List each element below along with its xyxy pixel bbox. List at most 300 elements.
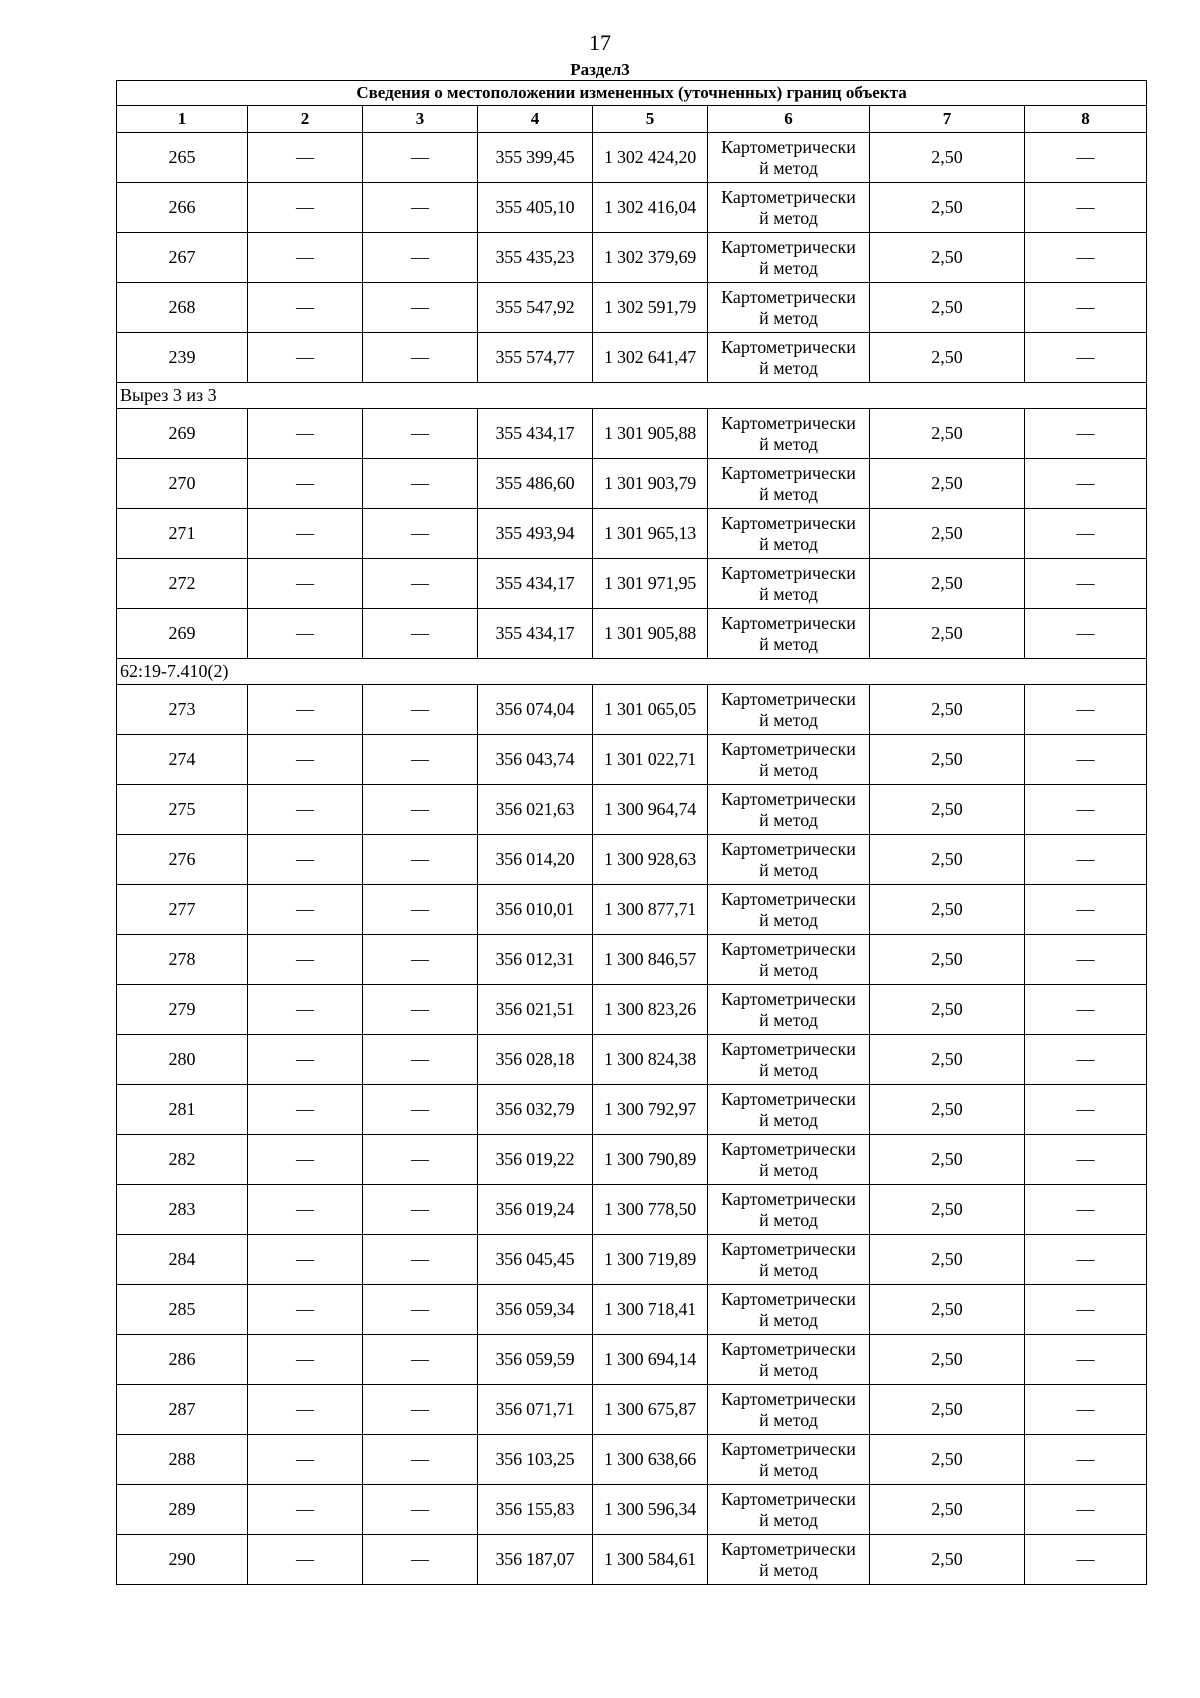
table-row — [117, 459, 1147, 509]
old-y-cell: — — [363, 1335, 478, 1385]
new-x-cell: 355 574,77 — [478, 333, 593, 383]
table-body — [117, 133, 1147, 1585]
description-cell: — — [1025, 233, 1147, 283]
table-row — [117, 509, 1147, 559]
description-cell: — — [1025, 1385, 1147, 1435]
method-text-line1: Картометрически — [721, 236, 856, 257]
method-text-line2: й метод — [759, 859, 818, 880]
table-row — [117, 735, 1147, 785]
new-y-cell: 1 301 022,71 — [593, 735, 708, 785]
method-text-line2: й метод — [759, 257, 818, 278]
description-cell: — — [1025, 1485, 1147, 1535]
method-cell — [708, 133, 870, 183]
point-number-cell: 290 — [117, 1535, 248, 1585]
table-row — [117, 1135, 1147, 1185]
accuracy-cell: 2,50 — [870, 985, 1025, 1035]
method-cell — [708, 835, 870, 885]
new-y-cell: 1 300 877,71 — [593, 885, 708, 935]
old-y-cell: — — [363, 609, 478, 659]
old-y-cell: — — [363, 1185, 478, 1235]
table-row — [117, 1485, 1147, 1535]
point-number-cell: 266 — [117, 183, 248, 233]
old-x-cell: — — [248, 835, 363, 885]
method-text-line1: Картометрически — [721, 336, 856, 357]
description-cell: — — [1025, 609, 1147, 659]
table-row — [117, 1285, 1147, 1335]
old-y-cell: — — [363, 685, 478, 735]
description-cell: — — [1025, 459, 1147, 509]
accuracy-cell: 2,50 — [870, 1235, 1025, 1285]
new-x-cell: 356 071,71 — [478, 1385, 593, 1435]
method-text-line2: й метод — [759, 207, 818, 228]
column-header: 3 — [363, 106, 478, 133]
new-y-cell: 1 300 846,57 — [593, 935, 708, 985]
point-number-cell: 278 — [117, 935, 248, 985]
column-header: 8 — [1025, 106, 1147, 133]
accuracy-cell: 2,50 — [870, 183, 1025, 233]
old-y-cell: — — [363, 459, 478, 509]
method-text-line2: й метод — [759, 959, 818, 980]
table-row — [117, 1435, 1147, 1485]
new-x-cell: 355 486,60 — [478, 459, 593, 509]
point-number-cell: 272 — [117, 559, 248, 609]
method-cell — [708, 1085, 870, 1135]
table-row — [117, 1235, 1147, 1285]
method-cell — [708, 233, 870, 283]
column-header: 1 — [117, 106, 248, 133]
method-text-line2: й метод — [759, 1009, 818, 1030]
accuracy-cell: 2,50 — [870, 233, 1025, 283]
point-number-cell: 285 — [117, 1285, 248, 1335]
new-x-cell: 356 021,51 — [478, 985, 593, 1035]
description-cell: — — [1025, 1235, 1147, 1285]
description-cell: — — [1025, 133, 1147, 183]
old-x-cell: — — [248, 885, 363, 935]
method-text-line2: й метод — [759, 1409, 818, 1430]
accuracy-cell: 2,50 — [870, 1535, 1025, 1585]
method-cell — [708, 1435, 870, 1485]
accuracy-cell: 2,50 — [870, 1035, 1025, 1085]
new-x-cell: 356 032,79 — [478, 1085, 593, 1135]
description-cell: — — [1025, 1335, 1147, 1385]
table-row — [117, 1535, 1147, 1585]
description-cell: — — [1025, 1535, 1147, 1585]
method-text-line2: й метод — [759, 1209, 818, 1230]
method-cell — [708, 509, 870, 559]
method-text-line1: Картометрически — [721, 1388, 856, 1409]
table-row — [117, 283, 1147, 333]
new-y-cell: 1 300 792,97 — [593, 1085, 708, 1135]
description-cell: — — [1025, 1185, 1147, 1235]
old-x-cell: — — [248, 333, 363, 383]
method-text-line1: Картометрически — [721, 286, 856, 307]
old-y-cell: — — [363, 1285, 478, 1335]
table-row — [117, 559, 1147, 609]
table-row — [117, 985, 1147, 1035]
new-y-cell: 1 300 790,89 — [593, 1135, 708, 1185]
method-text-line2: й метод — [759, 709, 818, 730]
method-cell — [708, 459, 870, 509]
new-y-cell: 1 300 778,50 — [593, 1185, 708, 1235]
new-x-cell: 356 028,18 — [478, 1035, 593, 1085]
method-text-line2: й метод — [759, 357, 818, 378]
old-y-cell: — — [363, 1385, 478, 1435]
table-row — [117, 609, 1147, 659]
table-row — [117, 1385, 1147, 1435]
old-x-cell: — — [248, 735, 363, 785]
method-cell — [708, 985, 870, 1035]
old-x-cell: — — [248, 1485, 363, 1535]
point-number-cell: 273 — [117, 685, 248, 735]
method-cell — [708, 1135, 870, 1185]
table-row — [117, 1035, 1147, 1085]
old-x-cell: — — [248, 1285, 363, 1335]
method-text-line2: й метод — [759, 1259, 818, 1280]
method-text-line2: й метод — [759, 633, 818, 654]
method-text-line1: Картометрически — [721, 1138, 856, 1159]
new-y-cell: 1 302 379,69 — [593, 233, 708, 283]
point-number-cell: 286 — [117, 1335, 248, 1385]
accuracy-cell: 2,50 — [870, 1385, 1025, 1435]
group-header-row — [117, 659, 1147, 685]
old-x-cell: — — [248, 785, 363, 835]
old-y-cell: — — [363, 559, 478, 609]
method-text-line2: й метод — [759, 533, 818, 554]
point-number-cell: 271 — [117, 509, 248, 559]
method-cell — [708, 559, 870, 609]
old-y-cell: — — [363, 1085, 478, 1135]
new-x-cell: 356 074,04 — [478, 685, 593, 735]
new-y-cell: 1 300 719,89 — [593, 1235, 708, 1285]
new-y-cell: 1 301 971,95 — [593, 559, 708, 609]
method-cell — [708, 283, 870, 333]
table-row — [117, 785, 1147, 835]
description-cell: — — [1025, 1285, 1147, 1335]
accuracy-cell: 2,50 — [870, 1485, 1025, 1535]
point-number-cell: 276 — [117, 835, 248, 885]
old-y-cell: — — [363, 835, 478, 885]
new-x-cell: 355 399,45 — [478, 133, 593, 183]
method-text-line2: й метод — [759, 1459, 818, 1480]
method-text-line2: й метод — [759, 307, 818, 328]
method-text-line2: й метод — [759, 1159, 818, 1180]
column-header: 5 — [593, 106, 708, 133]
accuracy-cell: 2,50 — [870, 283, 1025, 333]
method-text-line1: Картометрически — [721, 462, 856, 483]
old-x-cell: — — [248, 1335, 363, 1385]
method-cell — [708, 1235, 870, 1285]
old-y-cell: — — [363, 133, 478, 183]
accuracy-cell: 2,50 — [870, 1135, 1025, 1185]
old-y-cell: — — [363, 409, 478, 459]
accuracy-cell: 2,50 — [870, 735, 1025, 785]
old-x-cell: — — [248, 1385, 363, 1435]
point-number-cell: 287 — [117, 1385, 248, 1435]
old-x-cell: — — [248, 1535, 363, 1585]
method-text-line1: Картометрически — [721, 738, 856, 759]
new-y-cell: 1 300 596,34 — [593, 1485, 708, 1535]
new-y-cell: 1 301 065,05 — [593, 685, 708, 735]
old-x-cell: — — [248, 1085, 363, 1135]
description-cell: — — [1025, 985, 1147, 1035]
table-row — [117, 1185, 1147, 1235]
section-title: Раздел3 — [570, 60, 630, 79]
table-row — [117, 835, 1147, 885]
method-cell — [708, 1035, 870, 1085]
description-cell: — — [1025, 509, 1147, 559]
accuracy-cell: 2,50 — [870, 685, 1025, 735]
point-number-cell: 270 — [117, 459, 248, 509]
new-x-cell: 356 059,59 — [478, 1335, 593, 1385]
new-y-cell: 1 300 638,66 — [593, 1435, 708, 1485]
new-y-cell: 1 300 718,41 — [593, 1285, 708, 1335]
method-cell — [708, 1335, 870, 1385]
accuracy-cell: 2,50 — [870, 559, 1025, 609]
new-x-cell: 356 019,22 — [478, 1135, 593, 1185]
table-row — [117, 183, 1147, 233]
old-x-cell: — — [248, 985, 363, 1035]
group-header-row — [117, 383, 1147, 409]
table-caption: Сведения о местоположении измененных (уточненных) границ объекта — [117, 81, 1147, 106]
method-text-line1: Картометрически — [721, 612, 856, 633]
description-cell: — — [1025, 935, 1147, 985]
description-cell: — — [1025, 409, 1147, 459]
old-x-cell: — — [248, 1235, 363, 1285]
old-x-cell: — — [248, 233, 363, 283]
old-x-cell: — — [248, 935, 363, 985]
old-y-cell: — — [363, 885, 478, 935]
table-row — [117, 935, 1147, 985]
accuracy-cell: 2,50 — [870, 935, 1025, 985]
old-x-cell: — — [248, 459, 363, 509]
accuracy-cell: 2,50 — [870, 1435, 1025, 1485]
method-text-line1: Картометрически — [721, 1338, 856, 1359]
new-x-cell: 355 434,17 — [478, 559, 593, 609]
description-cell: — — [1025, 1135, 1147, 1185]
old-y-cell: — — [363, 1135, 478, 1185]
column-header: 4 — [478, 106, 593, 133]
point-number-cell: 289 — [117, 1485, 248, 1535]
new-x-cell: 355 405,10 — [478, 183, 593, 233]
method-text-line1: Картометрически — [721, 838, 856, 859]
new-x-cell: 355 434,17 — [478, 609, 593, 659]
new-y-cell: 1 300 584,61 — [593, 1535, 708, 1585]
new-y-cell: 1 300 694,14 — [593, 1335, 708, 1385]
old-x-cell: — — [248, 1185, 363, 1235]
description-cell: — — [1025, 685, 1147, 735]
method-cell — [708, 735, 870, 785]
point-number-cell: 284 — [117, 1235, 248, 1285]
table-row — [117, 685, 1147, 735]
accuracy-cell: 2,50 — [870, 1335, 1025, 1385]
point-number-cell: 288 — [117, 1435, 248, 1485]
method-text-line2: й метод — [759, 1109, 818, 1130]
point-number-cell: 283 — [117, 1185, 248, 1235]
method-cell — [708, 1185, 870, 1235]
boundary-coordinates-table — [116, 80, 1147, 1585]
method-text-line1: Картометрически — [721, 1538, 856, 1559]
method-cell — [708, 885, 870, 935]
new-x-cell: 356 014,20 — [478, 835, 593, 885]
point-number-cell: 267 — [117, 233, 248, 283]
old-x-cell: — — [248, 1035, 363, 1085]
description-cell: — — [1025, 283, 1147, 333]
method-text-line1: Картометрически — [721, 938, 856, 959]
method-text-line1: Картометрически — [721, 1088, 856, 1109]
table-row — [117, 133, 1147, 183]
method-cell — [708, 685, 870, 735]
description-cell: — — [1025, 183, 1147, 233]
column-header: 2 — [248, 106, 363, 133]
group-label: Вырез 3 из 3 — [117, 383, 1147, 409]
description-cell: — — [1025, 835, 1147, 885]
column-header: 7 — [870, 106, 1025, 133]
old-x-cell: — — [248, 283, 363, 333]
old-y-cell: — — [363, 1035, 478, 1085]
table-row — [117, 233, 1147, 283]
point-number-cell: 280 — [117, 1035, 248, 1085]
new-y-cell: 1 301 903,79 — [593, 459, 708, 509]
method-text-line1: Картометрически — [721, 988, 856, 1009]
point-number-cell: 275 — [117, 785, 248, 835]
point-number-cell: 265 — [117, 133, 248, 183]
method-text-line2: й метод — [759, 759, 818, 780]
description-cell: — — [1025, 559, 1147, 609]
point-number-cell: 282 — [117, 1135, 248, 1185]
new-y-cell: 1 301 905,88 — [593, 609, 708, 659]
point-number-cell: 269 — [117, 409, 248, 459]
new-y-cell: 1 300 824,38 — [593, 1035, 708, 1085]
old-x-cell: — — [248, 685, 363, 735]
method-cell — [708, 409, 870, 459]
method-cell — [708, 1485, 870, 1535]
method-text-line1: Картометрически — [721, 1038, 856, 1059]
old-y-cell: — — [363, 935, 478, 985]
method-text-line1: Картометрически — [721, 788, 856, 809]
new-x-cell: 356 187,07 — [478, 1535, 593, 1585]
new-y-cell: 1 301 905,88 — [593, 409, 708, 459]
method-text-line1: Картометрически — [721, 888, 856, 909]
point-number-cell: 239 — [117, 333, 248, 383]
new-x-cell: 356 010,01 — [478, 885, 593, 935]
new-x-cell: 355 493,94 — [478, 509, 593, 559]
method-cell — [708, 1535, 870, 1585]
new-y-cell: 1 301 965,13 — [593, 509, 708, 559]
table-row — [117, 1335, 1147, 1385]
method-text-line2: й метод — [759, 1309, 818, 1330]
new-x-cell: 355 547,92 — [478, 283, 593, 333]
method-text-line1: Картометрически — [721, 1288, 856, 1309]
accuracy-cell: 2,50 — [870, 835, 1025, 885]
old-x-cell: — — [248, 559, 363, 609]
accuracy-cell: 2,50 — [870, 885, 1025, 935]
old-y-cell: — — [363, 985, 478, 1035]
method-cell — [708, 1285, 870, 1335]
new-y-cell: 1 300 964,74 — [593, 785, 708, 835]
description-cell: — — [1025, 1085, 1147, 1135]
old-y-cell: — — [363, 1435, 478, 1485]
column-header-row — [117, 106, 1147, 133]
accuracy-cell: 2,50 — [870, 785, 1025, 835]
method-cell — [708, 785, 870, 835]
old-y-cell: — — [363, 183, 478, 233]
old-y-cell: — — [363, 333, 478, 383]
method-text-line1: Картометрически — [721, 1438, 856, 1459]
method-cell — [708, 1385, 870, 1435]
method-text-line2: й метод — [759, 1359, 818, 1380]
point-number-cell: 274 — [117, 735, 248, 785]
accuracy-cell: 2,50 — [870, 1085, 1025, 1135]
method-text-line2: й метод — [759, 1509, 818, 1530]
accuracy-cell: 2,50 — [870, 133, 1025, 183]
method-text-line2: й метод — [759, 809, 818, 830]
new-y-cell: 1 302 416,04 — [593, 183, 708, 233]
old-y-cell: — — [363, 233, 478, 283]
new-x-cell: 355 434,17 — [478, 409, 593, 459]
method-cell — [708, 609, 870, 659]
method-text-line2: й метод — [759, 157, 818, 178]
method-cell — [708, 333, 870, 383]
accuracy-cell: 2,50 — [870, 1185, 1025, 1235]
old-y-cell: — — [363, 785, 478, 835]
new-y-cell: 1 302 424,20 — [593, 133, 708, 183]
old-y-cell: — — [363, 1485, 478, 1535]
method-text-line1: Картометрически — [721, 512, 856, 533]
table-row — [117, 333, 1147, 383]
method-text-line1: Картометрически — [721, 562, 856, 583]
method-text-line1: Картометрически — [721, 1488, 856, 1509]
method-text-line2: й метод — [759, 483, 818, 504]
new-y-cell: 1 300 823,26 — [593, 985, 708, 1035]
new-x-cell: 356 059,34 — [478, 1285, 593, 1335]
old-x-cell: — — [248, 1435, 363, 1485]
method-text-line2: й метод — [759, 909, 818, 930]
new-y-cell: 1 302 641,47 — [593, 333, 708, 383]
method-text-line2: й метод — [759, 433, 818, 454]
accuracy-cell: 2,50 — [870, 409, 1025, 459]
new-y-cell: 1 302 591,79 — [593, 283, 708, 333]
table-row — [117, 885, 1147, 935]
method-text-line1: Картометрически — [721, 186, 856, 207]
point-number-cell: 269 — [117, 609, 248, 659]
description-cell: — — [1025, 735, 1147, 785]
old-x-cell: — — [248, 609, 363, 659]
page-number: 17 — [589, 30, 611, 55]
old-y-cell: — — [363, 509, 478, 559]
table-row — [117, 409, 1147, 459]
point-number-cell: 277 — [117, 885, 248, 935]
old-y-cell: — — [363, 283, 478, 333]
method-text-line1: Картометрически — [721, 136, 856, 157]
new-x-cell: 356 012,31 — [478, 935, 593, 985]
method-cell — [708, 183, 870, 233]
accuracy-cell: 2,50 — [870, 609, 1025, 659]
method-text-line1: Картометрически — [721, 1188, 856, 1209]
description-cell: — — [1025, 885, 1147, 935]
new-x-cell: 356 019,24 — [478, 1185, 593, 1235]
method-text-line2: й метод — [759, 583, 818, 604]
old-x-cell: — — [248, 409, 363, 459]
new-x-cell: 356 103,25 — [478, 1435, 593, 1485]
old-x-cell: — — [248, 133, 363, 183]
group-label: 62:19-7.410(2) — [117, 659, 1147, 685]
new-x-cell: 356 043,74 — [478, 735, 593, 785]
new-x-cell: 355 435,23 — [478, 233, 593, 283]
old-y-cell: — — [363, 1535, 478, 1585]
point-number-cell: 268 — [117, 283, 248, 333]
new-x-cell: 356 045,45 — [478, 1235, 593, 1285]
method-text-line2: й метод — [759, 1559, 818, 1580]
